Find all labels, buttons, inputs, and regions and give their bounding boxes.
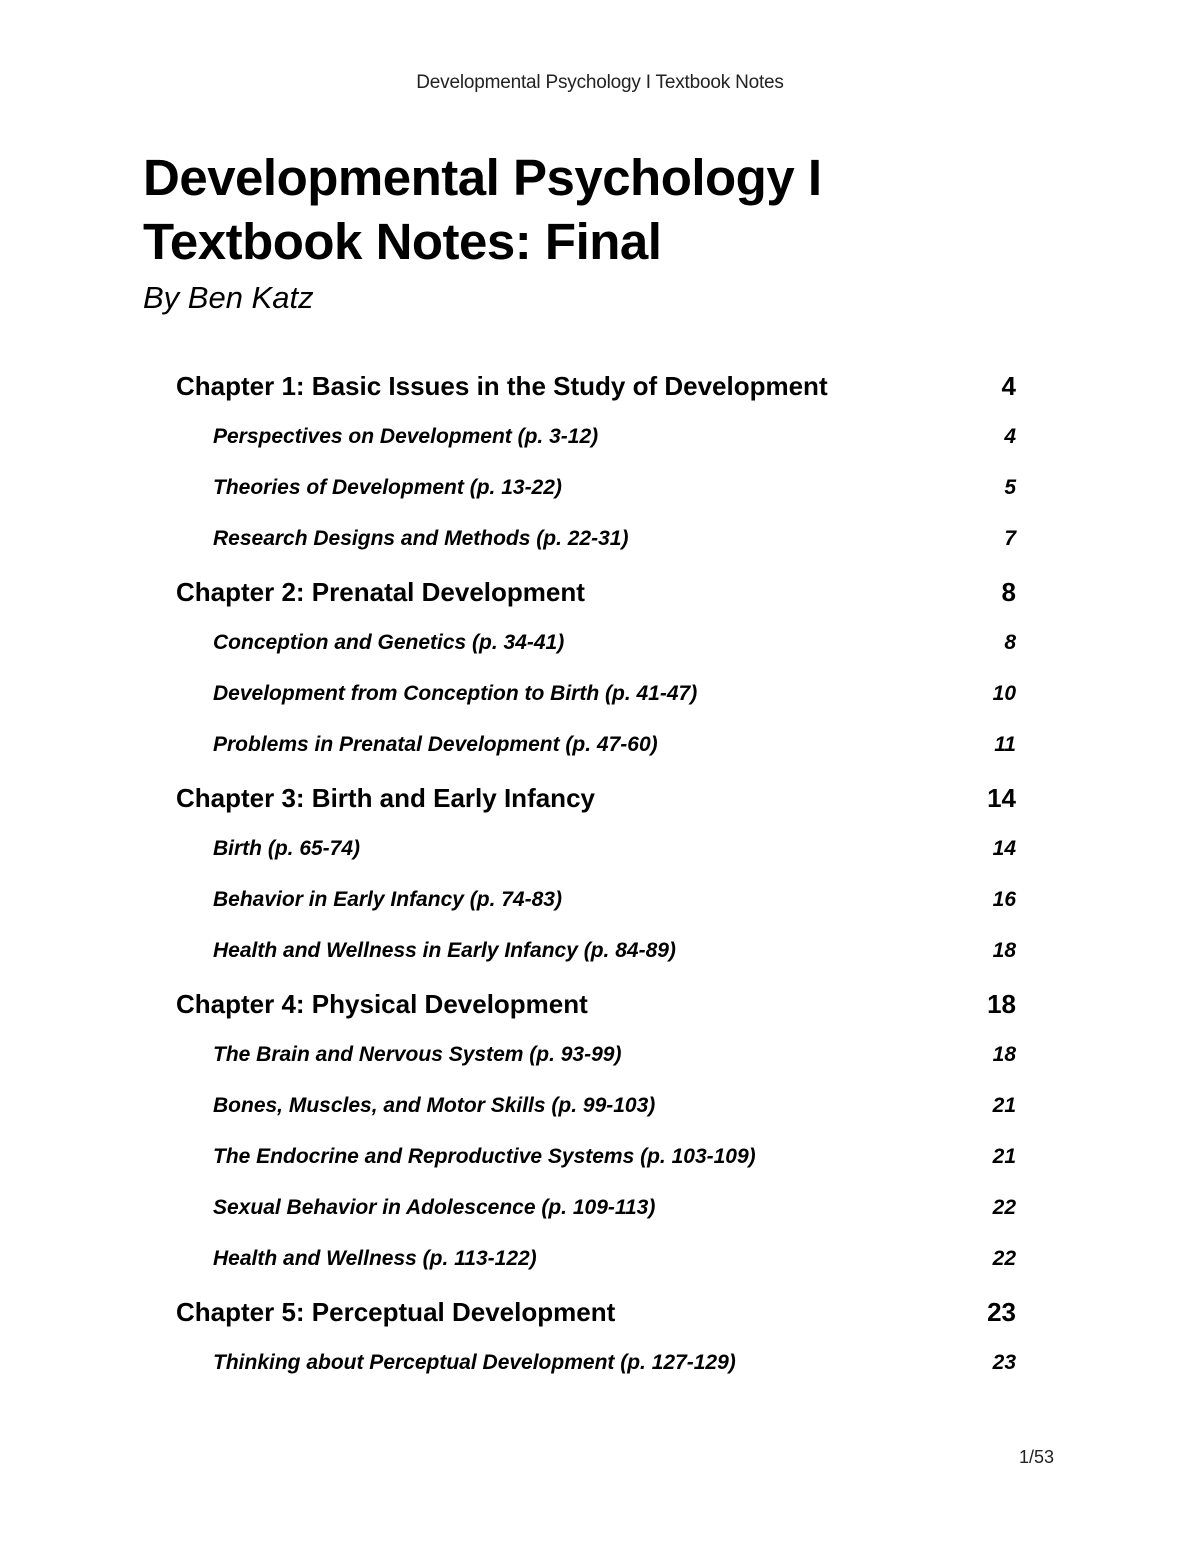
toc-section[interactable] xyxy=(176,617,1016,668)
toc-section-page: 18 xyxy=(992,938,1016,962)
toc-section-title: Thinking about Perceptual Development (p. 127-129) xyxy=(213,1350,736,1374)
toc-section-title: Problems in Prenatal Development (p. 47-60) xyxy=(213,732,658,756)
toc-section-title: Bones, Muscles, and Motor Skills (p. 99-103) xyxy=(213,1093,656,1117)
page-number: 1/53 xyxy=(1019,1447,1055,1467)
toc-section-title: Health and Wellness in Early Infancy (p. 84-89) xyxy=(213,938,676,962)
toc-chapter-page: 4 xyxy=(1001,371,1016,401)
running-header: Developmental Psychology I Textbook Notes xyxy=(416,72,784,93)
toc-section-page: 21 xyxy=(992,1144,1016,1168)
table-of-contents xyxy=(176,362,1016,1388)
document-title-line-2: Textbook Notes: Final xyxy=(143,213,662,270)
document-title xyxy=(143,146,1103,274)
toc-section-title: Sexual Behavior in Adolescence (p. 109-113) xyxy=(213,1195,656,1219)
toc-chapter-page: 23 xyxy=(987,1297,1016,1327)
toc-section[interactable] xyxy=(176,925,1016,976)
toc-chapter-title: Chapter 1: Basic Issues in the Study of Development xyxy=(176,371,828,401)
toc-section[interactable] xyxy=(176,874,1016,925)
toc-chapter-4[interactable] xyxy=(176,980,1016,1029)
toc-section[interactable] xyxy=(176,1233,1016,1284)
toc-section[interactable] xyxy=(176,1182,1016,1233)
toc-section-title: Theories of Development (p. 13-22) xyxy=(213,475,562,499)
toc-chapter-2[interactable] xyxy=(176,568,1016,617)
toc-section[interactable] xyxy=(176,1080,1016,1131)
toc-section-page: 11 xyxy=(994,732,1016,756)
toc-section-page: 7 xyxy=(1004,526,1016,550)
toc-section-title: Conception and Genetics (p. 34-41) xyxy=(213,630,565,654)
toc-section-page: 5 xyxy=(1004,475,1016,499)
toc-section-page: 22 xyxy=(992,1195,1016,1219)
toc-section[interactable] xyxy=(176,719,1016,770)
toc-section[interactable] xyxy=(176,513,1016,564)
toc-chapter-1[interactable] xyxy=(176,362,1016,411)
toc-chapter-page: 8 xyxy=(1001,577,1016,607)
toc-section-title: Birth (p. 65-74) xyxy=(213,836,361,860)
toc-section-page: 18 xyxy=(992,1042,1016,1066)
toc-section-title: Research Designs and Methods (p. 22-31) xyxy=(213,526,629,550)
toc-chapter-title: Chapter 2: Prenatal Development xyxy=(176,577,585,607)
toc-section-title: Behavior in Early Infancy (p. 74-83) xyxy=(213,887,562,911)
toc-chapter-5[interactable] xyxy=(176,1288,1016,1337)
toc-section-page: 16 xyxy=(992,887,1016,911)
toc-section-page: 8 xyxy=(1004,630,1016,654)
toc-section[interactable] xyxy=(176,462,1016,513)
toc-chapter-page: 18 xyxy=(987,989,1016,1019)
toc-section-title: Perspectives on Development (p. 3-12) xyxy=(213,424,599,448)
toc-section-page: 4 xyxy=(1004,424,1016,448)
toc-section-title: Development from Conception to Birth (p. 41-47) xyxy=(213,681,698,705)
toc-section-title: The Endocrine and Reproductive Systems (p. 103-109) xyxy=(213,1144,756,1168)
toc-section[interactable] xyxy=(176,668,1016,719)
document-title-line-1: Developmental Psychology I xyxy=(143,149,822,206)
toc-section[interactable] xyxy=(176,411,1016,462)
toc-chapter-title: Chapter 5: Perceptual Development xyxy=(176,1297,616,1327)
toc-section-page: 22 xyxy=(992,1246,1016,1270)
toc-chapter-title: Chapter 4: Physical Development xyxy=(176,989,588,1019)
toc-chapter-3[interactable] xyxy=(176,774,1016,823)
toc-section-title: The Brain and Nervous System (p. 93-99) xyxy=(213,1042,622,1066)
toc-section-title: Health and Wellness (p. 113-122) xyxy=(213,1246,537,1270)
toc-section[interactable] xyxy=(176,823,1016,874)
toc-section[interactable] xyxy=(176,1029,1016,1080)
toc-section-page: 10 xyxy=(992,681,1016,705)
toc-section[interactable] xyxy=(176,1337,1016,1388)
toc-section[interactable] xyxy=(176,1131,1016,1182)
toc-chapter-title: Chapter 3: Birth and Early Infancy xyxy=(176,783,595,813)
document-author: By Ben Katz xyxy=(143,280,314,315)
toc-chapter-page: 14 xyxy=(987,783,1016,813)
toc-section-page: 14 xyxy=(992,836,1016,860)
toc-section-page: 23 xyxy=(992,1350,1016,1374)
toc-section-page: 21 xyxy=(992,1093,1016,1117)
